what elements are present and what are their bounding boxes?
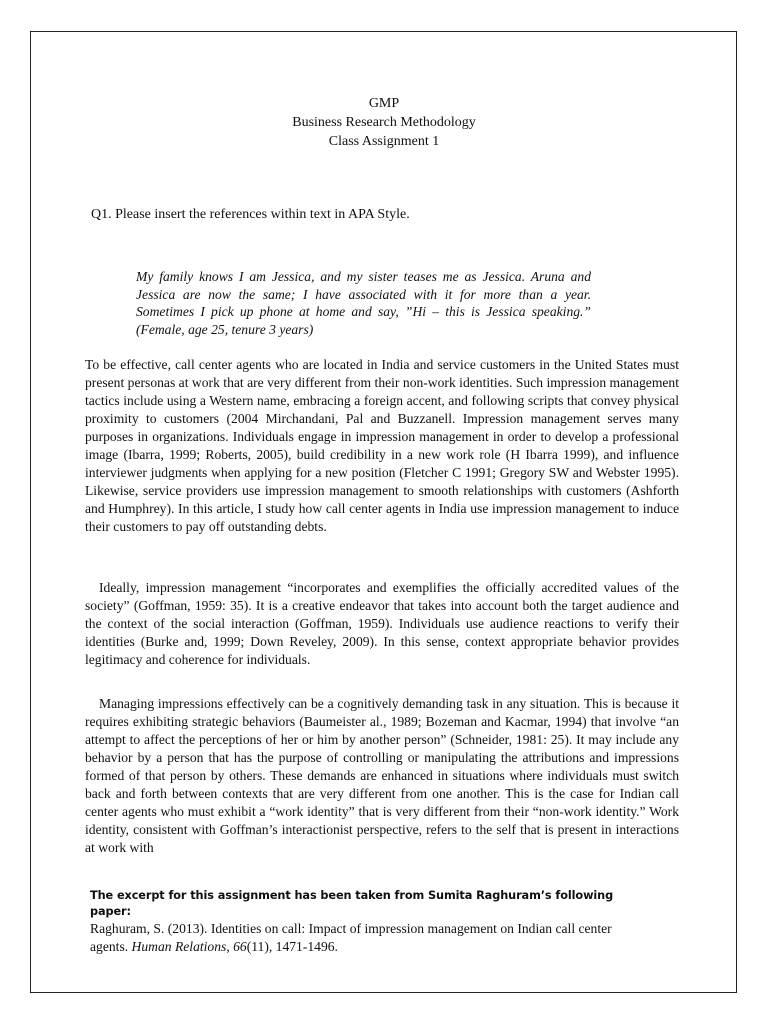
course-code: GMP	[368, 96, 400, 111]
paragraph-2: Ideally, impression management “incorporates and exemplifies the officially accredited values of the society” (Goffman, 1959: 35). It is a creative endeavor that takes into account both the target audience and the context of the social interaction (Goffman, 1959). Individuals use audience reactions to verify their identities (Burke and, 1999; Down Reveley, 2009). In this sense, context appropriate behavior provides legitimacy and coherence for individuals.	[85, 580, 679, 667]
citation-volume: 66	[233, 939, 247, 954]
question-text: Q1. Please insert the references within text in APA Style.	[91, 207, 410, 222]
citation-text: Raghuram, S. (2013). Identities on call: Impact of impression management on Indian call center agents.	[90, 921, 612, 954]
source-section	[90, 888, 650, 956]
citation-comma: ,	[226, 939, 234, 954]
source-citation	[90, 920, 650, 956]
source-note: The excerpt for this assignment has been taken from Sumita Raghuram’s following paper:	[90, 889, 614, 918]
paragraph-1: To be effective, call center agents who are located in India and service customers in the United States must present personas at work that are very different from their non-work identities. Such impression management tactics include using a Western name, embracing a foreign accent, and following scripts that convey physical proximity to customers (2004 Mirchandani, Pal and Buzzanell. Impression management serves many purposes in organizations. Individuals engage in impression management in order to develop a professional image (Ibarra, 1999; Roberts, 2005), build credibility in a new work role (H Ibarra 1999), and influence interviewer judgments when applying for a new position (Fletcher C 1991; Gregory SW and Webster 1995). Likewise, service providers use impression management to smooth relationships with customers (Ashforth and Humphrey). In this article, I study how call center agents in India use impression management to induce their customers to pay off outstanding debts.	[85, 357, 679, 534]
document-header	[0, 94, 768, 151]
citation-issue-pages: (11), 1471-1496.	[246, 939, 338, 954]
paragraph-3: Managing impressions effectively can be a cognitively demanding task in any situation. This is because it requires exhibiting strategic behaviors (Baumeister al., 1989; Bozeman and Kacmar, 1994) that involve “an attempt to affect the perceptions of her or him by another person” (Schneider, 1981: 25). It may include any behavior by a person that has the purpose of controlling or manipulating the attributions and impressions formed of that person by others. These demands are enhanced in situations where individuals must switch back and forth between contexts that are very different from one another. This is the case for Indian call center agents who must exhibit a “work identity” that is very different from their “non-work identity.” Work identity, consistent with Goffman’s interactionist perspective, refers to the self that is present in interactions at work with	[85, 696, 679, 855]
block-quote: My family knows I am Jessica, and my sister teases me as Jessica. Aruna and Jessica are now the same; I have associated with it for more than a year. Sometimes I pick up phone at home and say, ”Hi – this is Jessica speaking.” (Female, age 25, tenure 3 years)	[136, 269, 591, 337]
citation-journal: Human Relations	[131, 939, 227, 954]
course-title: Business Research Methodology	[292, 115, 476, 130]
assignment-title: Class Assignment 1	[328, 134, 440, 149]
